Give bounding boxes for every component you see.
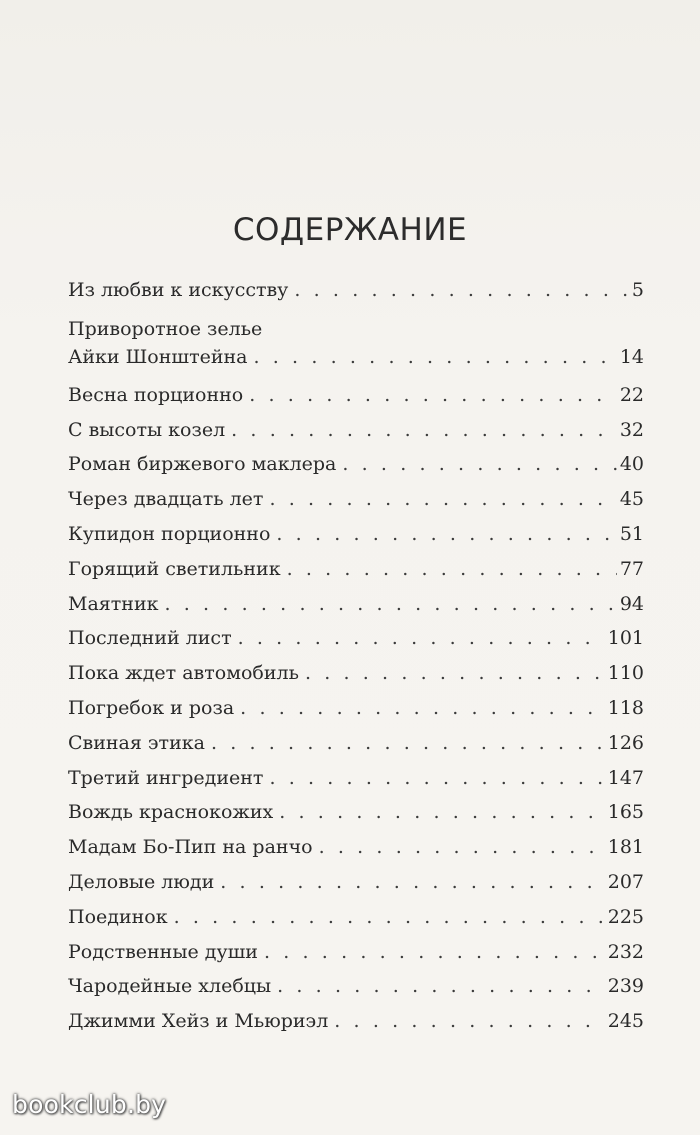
dot-leader — [342, 452, 616, 476]
toc-entry — [68, 940, 644, 975]
toc-entry-page: 232 — [607, 940, 644, 963]
toc-entry — [68, 452, 644, 487]
toc-entry-page: 14 — [619, 345, 644, 368]
toc-entry-title: Последний лист — [68, 627, 232, 650]
toc-entry-page: 207 — [607, 870, 644, 893]
toc-entry-title: Через двадцать лет — [68, 488, 264, 511]
dot-leader — [264, 940, 605, 964]
toc-entry-page: 118 — [607, 696, 644, 719]
toc-entry — [68, 800, 644, 835]
dot-leader — [249, 383, 617, 407]
toc-entry-title: Горящий светильник — [68, 557, 281, 580]
toc-entry — [68, 278, 644, 313]
toc-entry — [68, 905, 644, 940]
toc-entry-title: Вождь краснокожих — [68, 801, 274, 824]
toc-entry — [68, 557, 644, 592]
toc-entry-page: 45 — [619, 488, 644, 511]
dot-leader — [276, 522, 616, 546]
dot-leader — [305, 661, 605, 685]
dot-leader — [287, 557, 617, 581]
dot-leader — [240, 696, 605, 720]
dot-leader — [334, 1009, 604, 1033]
toc-entry-page: 165 — [607, 801, 644, 824]
toc-entry-page: 77 — [619, 557, 644, 580]
dot-leader — [269, 766, 604, 790]
toc-entry — [68, 383, 644, 418]
toc-entry — [68, 418, 644, 453]
toc-entry-title: Деловые люди — [68, 870, 215, 893]
toc-entry-title: Купидон порционно — [68, 522, 271, 545]
toc-entry-title: Маятник — [68, 592, 159, 615]
dot-leader — [220, 870, 604, 894]
toc-entry-page: 110 — [607, 662, 644, 685]
toc-entry-page: 225 — [607, 905, 644, 928]
toc-entry-title: Из любви к искусству — [68, 279, 289, 301]
dot-leader — [238, 626, 605, 650]
toc-entry-title: С высоты козел — [68, 418, 226, 441]
toc-entry — [68, 661, 644, 696]
toc-entry — [68, 870, 644, 905]
toc-entry — [68, 1009, 644, 1044]
dot-leader — [269, 487, 616, 511]
toc-entry-page: 40 — [619, 453, 644, 476]
dot-leader — [319, 835, 605, 859]
toc-entry-title: Родственные души — [68, 940, 258, 963]
toc-entry-title: Чародейные хлебцы — [68, 975, 272, 998]
toc-entry-title: Джимми Хейз и Мьюриэл — [68, 1010, 329, 1033]
toc-entry-title: Третий ингредиент — [68, 766, 264, 789]
toc-entry-title: Роман биржевого маклера — [68, 453, 337, 476]
toc-entry-title: Пока ждет автомобиль — [68, 662, 299, 685]
page-title: СОДЕРЖАНИЕ — [232, 212, 468, 248]
dot-leader — [294, 278, 629, 302]
toc-entry-page: 126 — [607, 731, 644, 754]
toc-entry-page: 181 — [607, 836, 644, 859]
toc-entry-title: Свиная этика — [68, 731, 205, 754]
dot-leader — [211, 731, 605, 755]
toc-entry — [68, 592, 644, 627]
toc-entry-page: 147 — [607, 766, 644, 789]
toc-entry-page: 245 — [607, 1010, 644, 1033]
toc-entry-page: 101 — [607, 627, 644, 650]
toc-entry-page: 94 — [619, 592, 644, 615]
toc-entry-page: 32 — [619, 418, 644, 441]
toc-entry — [68, 522, 644, 557]
toc-entry-title: Погребок и роза — [68, 696, 235, 719]
table-of-contents — [68, 278, 644, 1044]
toc-entry — [68, 487, 644, 522]
dot-leader — [231, 418, 617, 442]
toc-entry-title: Весна порционно — [68, 383, 244, 406]
dot-leader — [174, 905, 605, 929]
toc-entry-page: 239 — [607, 975, 644, 998]
dot-leader — [277, 974, 605, 998]
toc-entry — [68, 696, 644, 731]
dot-leader — [164, 592, 616, 616]
toc-entry — [68, 313, 644, 383]
toc-entry-title-line1: Приворотное зелье — [68, 317, 263, 340]
toc-entry — [68, 835, 644, 870]
toc-entry-title: Айки Шонштейна — [68, 345, 248, 368]
watermark: bookclub.by — [12, 1090, 167, 1119]
toc-entry-title: Мадам Бо-Пип на ранчо — [68, 836, 313, 859]
toc-entry-title: Поединок — [68, 905, 168, 928]
toc-entry — [68, 974, 644, 1009]
toc-entry — [68, 626, 644, 661]
dot-leader — [254, 345, 617, 369]
toc-entry — [68, 766, 644, 801]
dot-leader — [279, 800, 604, 824]
toc-entry — [68, 731, 644, 766]
toc-entry-page: 51 — [619, 522, 644, 545]
toc-entry-page: 22 — [619, 383, 644, 406]
toc-entry-page: 5 — [631, 279, 644, 301]
